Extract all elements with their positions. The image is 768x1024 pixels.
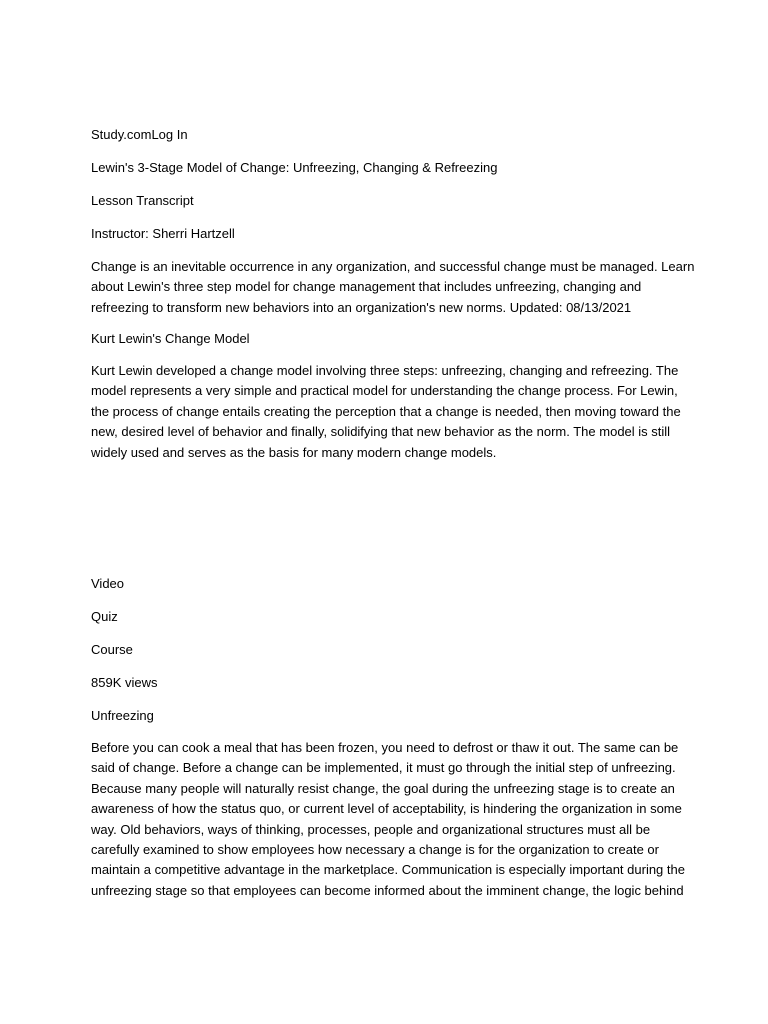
- section-heading-unfreezing: Unfreezing: [91, 708, 154, 723]
- instructor-name: Instructor: Sherri Hartzell: [91, 226, 235, 241]
- paragraph-line: said of change. Before a change can be implemented, it must go through the initial step of unfreezing.: [91, 760, 676, 776]
- change-model-paragraph: [91, 361, 681, 463]
- section-heading-change-model: Kurt Lewin's Change Model: [91, 331, 250, 346]
- page-title: Lewin's 3-Stage Model of Change: Unfreezing, Changing & Refreezing: [91, 160, 498, 175]
- paragraph-line: unfreezing stage so that employees can become informed about the imminent change, the logic behind: [91, 882, 684, 898]
- summary-line: refreezing to transform new behaviors into an organization's new norms. Updated: 08/13/2021: [91, 299, 632, 315]
- site-header: Study.comLog In: [91, 127, 188, 142]
- paragraph-line: way. Old behaviors, ways of thinking, processes, people and organizational structures must all be: [91, 821, 651, 837]
- paragraph-line: awareness of how the status quo, or current level of acceptability, is hindering the organization in some: [91, 801, 682, 817]
- view-count: 859K views: [91, 675, 158, 690]
- paragraph-line: carefully examined to show employees how necessary a change is for the organization to create or: [91, 842, 659, 858]
- paragraph-line: Before you can cook a meal that has been frozen, you need to defrost or thaw it out. The same can be: [91, 740, 679, 755]
- paragraph-line: the process of change entails creating the perception that a change is needed, then moving toward the: [91, 403, 681, 419]
- unfreezing-paragraph: [91, 738, 685, 901]
- lesson-summary: [91, 257, 695, 318]
- tab-video: Video: [91, 576, 125, 591]
- paragraph-line: model represents a very simple and practical model for understanding the change process. For Lewin,: [91, 383, 678, 399]
- paragraph-line: Because many people will naturally resist change, the goal during the unfreezing stage is to create an: [91, 780, 675, 796]
- summary-line: about Lewin's three step model for change management that includes unfreezing, changing and: [91, 279, 642, 295]
- tab-quiz: Quiz: [91, 609, 118, 624]
- paragraph-line: new, desired level of behavior and finally, solidifying that new behavior as the norm. The model is still: [91, 424, 671, 440]
- paragraph-line: widely used and serves as the basis for many modern change models.: [91, 444, 497, 460]
- lesson-type: Lesson Transcript: [91, 193, 194, 208]
- paragraph-line: Kurt Lewin developed a change model involving three steps: unfreezing, changing and refreezing. The: [91, 363, 679, 378]
- summary-line: Change is an inevitable occurrence in any organization, and successful change must be managed. Learn: [91, 259, 695, 274]
- paragraph-line: maintain a competitive advantage in the marketplace. Communication is especially important during the: [91, 862, 685, 878]
- tab-course: Course: [91, 642, 133, 657]
